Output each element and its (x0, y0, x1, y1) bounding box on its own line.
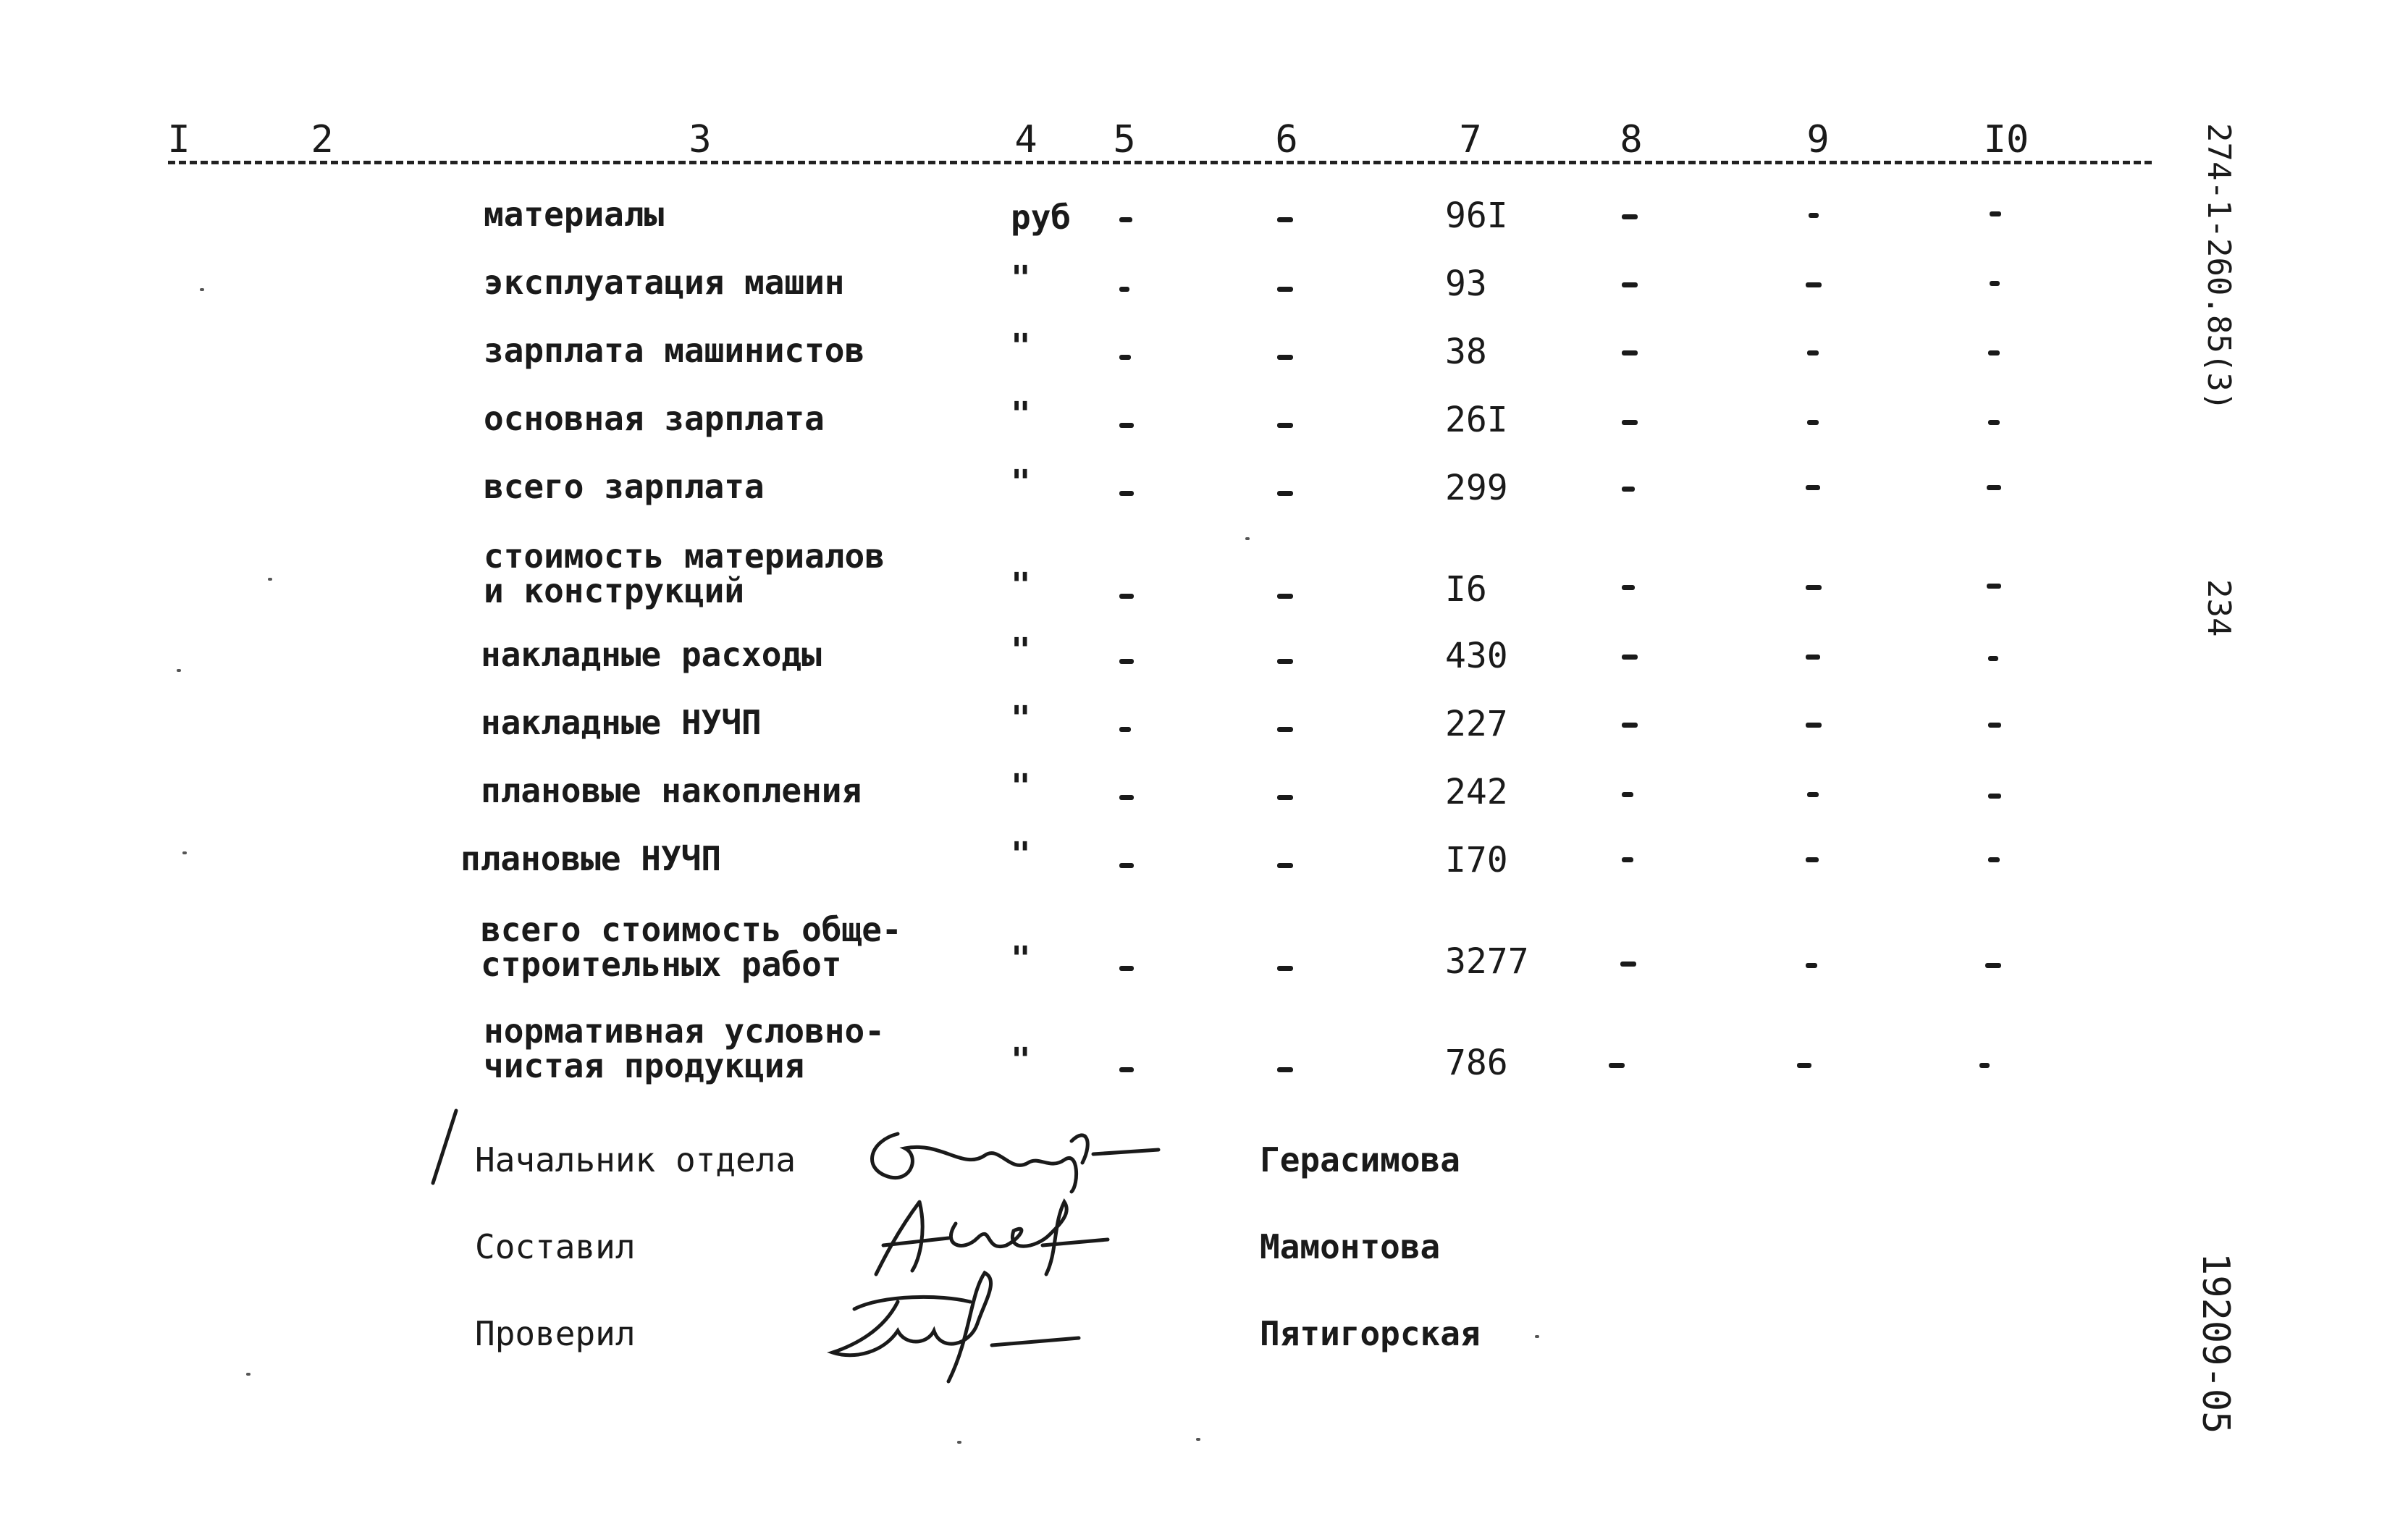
scan-speck (182, 851, 187, 854)
signature-person: Мамонтова (1260, 1227, 1441, 1266)
row-name: нормативная условно- чистая продукция (484, 1011, 885, 1085)
dash-col-8 (1622, 723, 1638, 728)
dash-col-5 (1119, 594, 1134, 599)
dash-col-8 (1622, 792, 1633, 797)
dash-col-6 (1277, 287, 1293, 292)
scan-speck (246, 1373, 251, 1376)
signature-role: Составил (475, 1227, 636, 1266)
dash-col-6 (1277, 355, 1293, 360)
dash-col-8 (1622, 857, 1633, 862)
row-unit: " (1011, 258, 1031, 298)
row-unit: " (1011, 631, 1031, 670)
row-unit: " (1011, 565, 1031, 605)
dash-col-9 (1809, 213, 1819, 218)
signature-person: Герасимова (1260, 1140, 1460, 1179)
dash-col-5 (1119, 795, 1134, 800)
dash-col-5 (1119, 217, 1132, 222)
scan-speck (177, 669, 181, 672)
row-unit: " (1011, 699, 1031, 738)
dash-col-10 (1990, 211, 2001, 216)
dash-col-10 (1979, 1063, 1990, 1068)
row-value-col-7: 96I (1445, 195, 1508, 236)
row-name: накладные расходы (481, 635, 822, 674)
row-unit: " (1011, 939, 1031, 978)
row-name: всего стоимость обще- строительных работ (481, 910, 902, 984)
header-col-10: I0 (1983, 118, 2029, 161)
dash-col-10 (1988, 350, 2000, 355)
dash-col-10 (1990, 281, 2000, 286)
row-value-col-7: I6 (1445, 569, 1487, 610)
header-col-4: 4 (1014, 118, 1037, 161)
dash-col-9 (1807, 792, 1819, 797)
row-value-col-7: 3277 (1445, 941, 1529, 982)
dash-col-5 (1119, 659, 1134, 664)
row-name: всего зарплата (484, 467, 765, 506)
signature-person: Пятигорская (1260, 1314, 1481, 1353)
row-unit: " (1011, 395, 1031, 434)
dash-col-6 (1277, 491, 1293, 496)
dash-col-9 (1806, 655, 1820, 660)
row-name: накладные НУЧП (481, 703, 762, 742)
header-col-8: 8 (1620, 118, 1643, 161)
dash-col-9 (1806, 585, 1822, 590)
row-unit: " (1011, 1040, 1031, 1080)
dash-col-6 (1277, 594, 1293, 599)
signature-image (854, 1112, 1173, 1199)
signature-role: Начальник отдела (475, 1140, 796, 1179)
dash-col-9 (1806, 963, 1817, 968)
dash-col-10 (1988, 794, 2001, 799)
dash-col-10 (1987, 584, 2001, 589)
dash-col-9 (1806, 857, 1819, 862)
dash-col-5 (1119, 287, 1129, 292)
row-unit: " (1011, 767, 1031, 806)
dash-col-10 (1988, 723, 2001, 728)
row-value-col-7: 38 (1445, 332, 1487, 372)
dash-col-10 (1988, 857, 2000, 862)
dash-col-6 (1277, 863, 1293, 868)
header-col-1: I (167, 118, 190, 161)
dash-col-10 (1988, 656, 1998, 661)
row-unit: " (1011, 463, 1031, 502)
row-name: стоимость материалов и конструкций (484, 537, 885, 610)
dash-col-5 (1119, 863, 1134, 868)
dash-col-6 (1277, 727, 1293, 732)
row-value-col-7: 242 (1445, 772, 1508, 812)
row-unit: " (1011, 327, 1031, 366)
row-value-col-7: 430 (1445, 636, 1508, 676)
margin-page-number: 234 (2200, 579, 2237, 637)
header-col-5: 5 (1113, 118, 1136, 161)
row-value-col-7: 786 (1445, 1043, 1508, 1083)
dash-col-9 (1797, 1063, 1811, 1068)
scan-speck (1245, 537, 1250, 540)
row-value-col-7: 299 (1445, 468, 1508, 508)
scan-speck (200, 288, 204, 291)
dash-col-5 (1119, 966, 1134, 971)
scan-speck (957, 1441, 961, 1444)
margin-doc-code: 274-1-260.85(3) (2200, 123, 2237, 411)
header-col-9: 9 (1806, 118, 1830, 161)
dash-col-6 (1277, 423, 1293, 428)
header-rule (168, 161, 2152, 164)
dash-col-9 (1806, 282, 1822, 287)
dash-col-6 (1277, 659, 1293, 664)
row-name: плановые накопления (481, 771, 862, 810)
scan-speck (1535, 1335, 1539, 1338)
scan-speck (268, 578, 272, 581)
row-value-col-7: I70 (1445, 840, 1508, 880)
dash-col-6 (1277, 1067, 1293, 1072)
dash-col-5 (1119, 423, 1134, 428)
dash-col-8 (1622, 420, 1638, 425)
header-col-2: 2 (311, 118, 334, 161)
dash-col-6 (1277, 795, 1293, 800)
row-value-col-7: 227 (1445, 704, 1508, 744)
dash-col-9 (1806, 485, 1820, 490)
dash-col-5 (1119, 355, 1131, 360)
slash-mark (427, 1108, 471, 1187)
dash-col-8 (1620, 962, 1636, 967)
row-unit: " (1011, 835, 1031, 874)
dash-col-8 (1622, 214, 1638, 219)
dash-col-10 (1988, 420, 2000, 425)
dash-col-5 (1119, 491, 1134, 496)
dash-col-5 (1119, 1067, 1134, 1072)
row-value-col-7: 93 (1445, 264, 1487, 304)
dash-col-8 (1609, 1063, 1625, 1068)
dash-col-8 (1622, 585, 1635, 590)
signature-image (825, 1266, 1100, 1389)
dash-col-6 (1277, 966, 1293, 971)
dash-col-9 (1807, 350, 1819, 355)
dash-col-6 (1277, 217, 1293, 222)
dash-col-9 (1806, 723, 1822, 728)
row-name: материалы (484, 195, 665, 234)
signature-role: Проверил (475, 1314, 636, 1353)
dash-col-8 (1622, 350, 1638, 355)
header-col-7: 7 (1459, 118, 1482, 161)
row-name: основная зарплата (484, 399, 825, 438)
scan-speck (1196, 1438, 1200, 1441)
row-name: плановые НУЧП (460, 839, 722, 878)
margin-archive-number: 19209-05 (2194, 1253, 2237, 1434)
dash-col-8 (1622, 487, 1635, 492)
header-col-3: 3 (689, 118, 712, 161)
dash-col-8 (1622, 655, 1638, 660)
dash-col-9 (1807, 420, 1819, 425)
dash-col-5 (1119, 727, 1131, 732)
row-value-col-7: 26I (1445, 400, 1508, 440)
row-unit: руб (1011, 198, 1072, 237)
header-col-6: 6 (1275, 118, 1298, 161)
row-name: зарплата машинистов (484, 331, 865, 370)
dash-col-10 (1985, 963, 2001, 968)
row-name: эксплуатация машин (484, 263, 845, 302)
dash-col-8 (1622, 282, 1638, 287)
dash-col-10 (1987, 485, 2001, 490)
